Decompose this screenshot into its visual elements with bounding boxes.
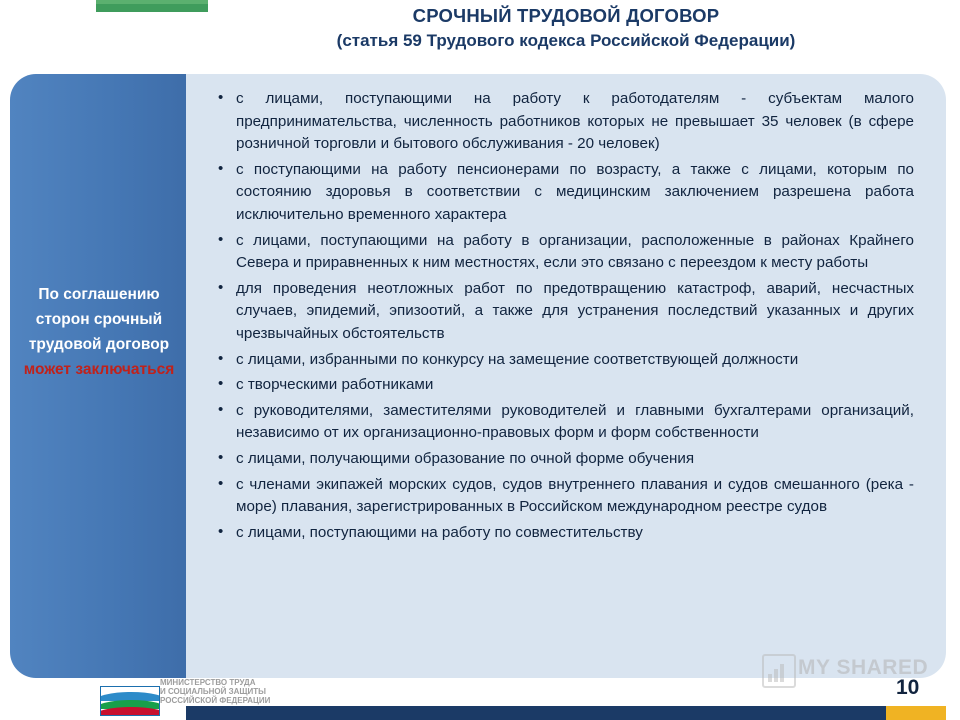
list-item: • с лицами, получающими образование по очной форме обучения [214, 448, 914, 471]
title-line-primary: СРОЧНЫЙ ТРУДОВОЙ ДОГОВОР [412, 5, 720, 26]
ministry-caption-line2: И СОЦИАЛЬНОЙ ЗАЩИТЫ [160, 687, 266, 696]
list-item: • с лицами, избранными по конкурсу на замещение соответствующей должности [214, 349, 914, 372]
title-line-secondary: (статья 59 Трудового кодекса Российской Федерации) [336, 31, 796, 50]
list-item: • с членами экипажей морских судов, судов внутреннего плавания и судов смешанного (река - море) плавания, зарегистрированных в Российском международном реестре судов [214, 474, 914, 519]
watermark-label: MY SHARED [798, 656, 929, 679]
list-item: • для проведения неотложных работ по предотвращению катастроф, аварий, несчастных случаев, эпидемий, эпизоотий, а также для устранения последствий указанных и других чрезвычайных обстоятельств [214, 278, 914, 346]
ministry-caption-line3: РОССИЙСКОЙ ФЕДЕРАЦИИ [160, 696, 271, 705]
footer-bar [186, 706, 886, 720]
bullet-list [214, 88, 914, 547]
page-title [186, 4, 946, 54]
ministry-caption-line1: МИНИСТЕРСТВО ТРУДА [160, 678, 256, 687]
bar-chart-icon [762, 654, 796, 688]
flag-waves-icon [100, 686, 160, 716]
left-panel-caption-highlight: может заключаться [23, 361, 175, 378]
ministry-caption-background [160, 678, 380, 705]
footer-accent-bar [886, 706, 946, 720]
bar-2 [774, 669, 778, 682]
content-panel [186, 74, 946, 678]
list-item: • с руководителями, заместителями руководителей и главными бухгалтерами организаций, независимо от их организационно-правовых форм и форм собственности [214, 400, 914, 445]
list-item: • с лицами, поступающими на работу по совместительству [214, 522, 914, 545]
wave-red [100, 707, 160, 715]
list-item: • с творческими работниками [214, 374, 914, 397]
left-panel-caption-part1: По соглашению сторон срочный трудовой договор [28, 286, 170, 353]
ministry-logo [100, 686, 162, 716]
slide-number: 10 [896, 676, 920, 699]
bar-3 [780, 664, 784, 682]
list-item: • с лицами, поступающими на работу к работодателям - субъектам малого предпринимательства, численность работников которых не превышает 35 человек (в сфере розничной торговли и бытового обслуживания - 20 человек) [214, 88, 914, 156]
bar-1 [768, 674, 772, 682]
left-blue-panel [10, 74, 188, 678]
list-item: • с поступающими на работу пенсионерами по возрасту, а также с лицами, которым по состоянию здоровья в соответствии с медицинским заключением разрешена работа исключительно временного характера [214, 159, 914, 227]
list-item: • с лицами, поступающими на работу в организации, расположенные в районах Крайнего Севера и приравненных к ним местностях, если это связано с переездом к месту работы [214, 230, 914, 275]
left-panel-caption [18, 282, 180, 382]
